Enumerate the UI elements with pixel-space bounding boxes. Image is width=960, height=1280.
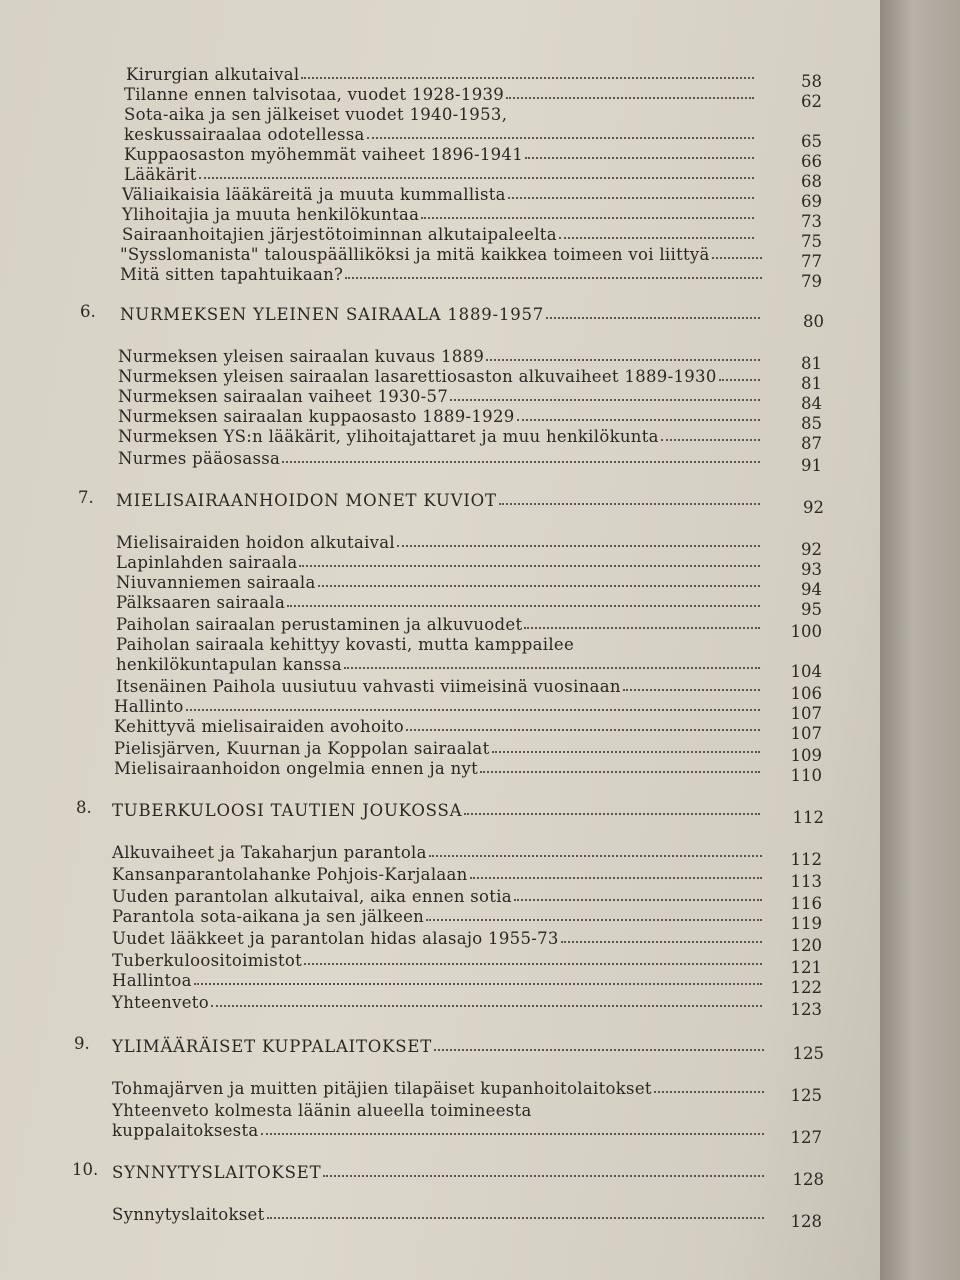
dot-leader xyxy=(561,941,762,943)
toc-entry xyxy=(112,1118,770,1140)
toc-entry xyxy=(118,424,766,446)
toc-entry xyxy=(116,530,766,552)
toc-entry xyxy=(120,262,768,284)
entry-title: Nurmeksen yleisen sairaalan kuvaus 1889 xyxy=(118,347,485,366)
entry-title: Nurmes pääosassa xyxy=(118,449,281,468)
toc-entry xyxy=(114,736,766,758)
toc-entry xyxy=(122,202,760,224)
chapter-number: 8. xyxy=(76,798,92,817)
page-number: 95 xyxy=(801,600,822,619)
entry-title: Tohmajärven ja muitten pitäjien tilapäiset kupanhoitolaitokset xyxy=(112,1079,652,1098)
dot-leader xyxy=(517,419,760,421)
dot-leader xyxy=(470,877,762,879)
page-number: 123 xyxy=(790,1000,822,1019)
page-number: 73 xyxy=(801,212,822,231)
chapter-title: SYNNYTYSLAITOKSET xyxy=(112,1163,322,1182)
dot-leader xyxy=(287,605,760,607)
entry-title: Nurmeksen sairaalan vaiheet 1930-57 xyxy=(118,387,449,406)
page-number: 58 xyxy=(801,72,822,91)
dot-leader xyxy=(186,709,760,711)
page-number: 94 xyxy=(801,580,822,599)
dot-leader xyxy=(211,1005,762,1007)
entry-title: Kirurgian alkutaival xyxy=(126,65,300,84)
page-number: 110 xyxy=(790,766,822,785)
entry-title: Väliaikaisia lääkäreitä ja muuta kummallista xyxy=(122,185,506,204)
entry-title: Pielisjärven, Kuurnan ja Koppolan sairaalat xyxy=(114,739,490,758)
page-number: 85 xyxy=(801,414,822,433)
entry-title: kuppalaitoksesta xyxy=(112,1121,259,1140)
page-number: 122 xyxy=(790,978,822,997)
dot-leader xyxy=(559,237,754,239)
entry-title: Ylihoitajia ja muuta henkilökuntaa xyxy=(122,205,420,224)
toc-entry xyxy=(124,102,764,124)
entry-title: Paiholan sairaala kehittyy kovasti, mutta kamppailee xyxy=(116,635,575,654)
toc-entry xyxy=(112,948,768,970)
entry-title: Yhteenveto kolmesta läänin alueella toimineesta xyxy=(112,1101,532,1120)
dot-leader xyxy=(301,77,754,79)
toc-entry xyxy=(112,968,768,990)
page-number: 77 xyxy=(801,252,822,271)
entry-title: Uuden parantolan alkutaival, aika ennen sotia xyxy=(112,887,512,906)
chapter-title: TUBERKULOOSI TAUTIEN JOUKOSSA xyxy=(112,801,463,820)
entry-title: Sairaanhoitajien järjestötoiminnan alkutaipaleelta xyxy=(122,225,557,244)
entry-title: Parantola sota-aikana ja sen jälkeen xyxy=(112,907,425,926)
entry-title: Itsenäinen Paihola uusiutuu vahvasti viimeisinä vuosinaan xyxy=(116,677,621,696)
entry-title: Pälksaaren sairaala xyxy=(116,593,286,612)
dot-leader xyxy=(480,771,760,773)
dot-leader xyxy=(367,137,754,139)
chapter-entry xyxy=(116,488,766,510)
entry-title: Nurmeksen YS:n lääkärit, ylihoitajattaret ja muu henkilökunta xyxy=(118,427,659,446)
toc-entry xyxy=(112,1202,770,1224)
page-number: 81 xyxy=(801,374,822,393)
page-number: 93 xyxy=(801,560,822,579)
toc-entry xyxy=(120,242,768,264)
page-number: 92 xyxy=(803,498,824,517)
toc-entry xyxy=(118,344,766,366)
toc-entry xyxy=(112,904,768,926)
entry-title: Tilanne ennen talvisotaa, vuodet 1928-1939 xyxy=(124,85,505,104)
entry-title: Mielisairaanhoidon ongelmia ennen ja nyt xyxy=(114,759,479,778)
chapter-number: 6. xyxy=(80,302,96,321)
toc-entry xyxy=(116,570,766,592)
toc-entry xyxy=(116,590,766,612)
page-number: 127 xyxy=(790,1128,822,1147)
toc-entry xyxy=(118,446,766,468)
toc-entry xyxy=(112,1076,770,1098)
dot-leader xyxy=(486,359,760,361)
entry-title: Hallintoa xyxy=(112,971,192,990)
page-number: 87 xyxy=(801,434,822,453)
chapter-title: MIELISAIRAANHOIDON MONET KUVIOT xyxy=(116,491,497,510)
dot-leader xyxy=(514,899,762,901)
dot-leader xyxy=(282,461,760,463)
entry-title: Kansanparantolahanke Pohjois-Karjalaan xyxy=(112,865,468,884)
page-number: 125 xyxy=(792,1044,824,1063)
toc-entry xyxy=(112,1098,764,1120)
dot-leader xyxy=(524,627,760,629)
page-number: 79 xyxy=(801,272,822,291)
page-number: 65 xyxy=(801,132,822,151)
dot-leader xyxy=(661,439,760,441)
page-number: 128 xyxy=(792,1170,824,1189)
entry-title: Paiholan sairaalan perustaminen ja alkuvuodet xyxy=(116,615,523,634)
page-number: 128 xyxy=(790,1212,822,1231)
toc-entry xyxy=(118,384,766,406)
entry-title: Sota-aika ja sen jälkeiset vuodet 1940-1953, xyxy=(124,105,508,124)
toc-entry xyxy=(124,82,760,104)
dot-leader xyxy=(397,545,760,547)
chapter-title: YLIMÄÄRÄISET KUPPALAITOKSET xyxy=(112,1037,433,1056)
toc-entry xyxy=(124,162,760,184)
dot-leader xyxy=(508,197,754,199)
toc-entry xyxy=(112,884,768,906)
entry-title: Kehittyvä mielisairaiden avohoito xyxy=(114,717,404,736)
dot-leader xyxy=(429,855,762,857)
dot-leader xyxy=(318,585,760,587)
entry-title: Mitä sitten tapahtuikaan? xyxy=(120,265,344,284)
toc-entry xyxy=(114,694,766,716)
dot-leader xyxy=(406,729,760,731)
dot-leader xyxy=(267,1217,764,1219)
toc-entry xyxy=(116,674,766,696)
dot-leader xyxy=(261,1133,764,1135)
chapter-entry xyxy=(120,302,766,324)
toc-entry xyxy=(114,756,766,778)
page-number: 81 xyxy=(801,354,822,373)
chapter-entry xyxy=(112,1034,770,1056)
page-number: 68 xyxy=(801,172,822,191)
page-number: 119 xyxy=(790,914,822,933)
toc-entry xyxy=(124,122,760,144)
entry-title: Nurmeksen yleisen sairaalan lasarettiosaston alkuvaiheet 1889-1930 xyxy=(118,367,717,386)
chapter-entry xyxy=(112,1160,770,1182)
toc-entry xyxy=(116,612,766,634)
toc-entry xyxy=(118,364,766,386)
dot-leader xyxy=(421,217,754,219)
dot-leader xyxy=(719,379,760,381)
page-number: 84 xyxy=(801,394,822,413)
entry-title: Niuvanniemen sairaala xyxy=(116,573,316,592)
toc-entry xyxy=(112,840,768,862)
page-number: 69 xyxy=(801,192,822,211)
page-number: 104 xyxy=(790,662,822,681)
dot-leader xyxy=(434,1049,764,1051)
entry-title: Alkuvaiheet ja Takaharjun parantola xyxy=(112,843,427,862)
chapter-number: 7. xyxy=(78,488,94,507)
page-number: 75 xyxy=(801,232,822,251)
toc-entry xyxy=(122,182,760,204)
page-number: 91 xyxy=(801,456,822,475)
dot-leader xyxy=(506,97,754,99)
page-number: 125 xyxy=(790,1086,822,1105)
toc-entry xyxy=(116,550,766,572)
dot-leader xyxy=(499,503,760,505)
page-number: 109 xyxy=(790,746,822,765)
entry-title: Uudet lääkkeet ja parantolan hidas alasajo 1955-73 xyxy=(112,929,559,948)
chapter-title: NURMEKSEN YLEINEN SAIRAALA 1889-1957 xyxy=(120,305,545,324)
page-number: 116 xyxy=(790,894,822,913)
dot-leader xyxy=(299,565,760,567)
page-number: 100 xyxy=(790,622,822,641)
chapter-number: 10. xyxy=(72,1160,99,1179)
dot-leader xyxy=(199,177,754,179)
dot-leader xyxy=(344,667,760,669)
entry-title: keskussairaalaa odotellessa xyxy=(124,125,365,144)
dot-leader xyxy=(654,1091,764,1093)
page-number: 66 xyxy=(801,152,822,171)
page-number: 107 xyxy=(790,704,822,723)
toc-entry xyxy=(126,62,760,84)
page-number: 92 xyxy=(801,540,822,559)
toc-entry xyxy=(112,862,768,884)
dot-leader xyxy=(464,813,760,815)
page-number: 62 xyxy=(801,92,822,111)
toc-entry xyxy=(116,652,766,674)
dot-leader xyxy=(194,983,762,985)
dot-leader xyxy=(426,919,762,921)
toc-entry xyxy=(114,714,766,736)
dot-leader xyxy=(525,157,754,159)
page-number: 80 xyxy=(803,312,824,331)
toc-entry xyxy=(118,404,766,426)
dot-leader xyxy=(492,751,761,753)
chapter-entry xyxy=(112,798,766,820)
toc-entry xyxy=(116,632,764,654)
page-number: 106 xyxy=(790,684,822,703)
entry-title: Kuppaosaston myöhemmät vaiheet 1896-1941 xyxy=(124,145,524,164)
page-number: 112 xyxy=(792,808,824,827)
entry-title: Mielisairaiden hoidon alkutaival xyxy=(116,533,395,552)
dot-leader xyxy=(304,963,762,965)
book-gutter xyxy=(880,0,960,1280)
dot-leader xyxy=(712,257,762,259)
page-number: 112 xyxy=(790,850,822,869)
toc-entry xyxy=(112,990,768,1012)
chapter-number: 9. xyxy=(74,1034,90,1053)
dot-leader xyxy=(323,1175,764,1177)
entry-title: Yhteenveto xyxy=(112,993,209,1012)
dot-leader xyxy=(623,689,760,691)
toc-entry xyxy=(112,926,768,948)
entry-title: Hallinto xyxy=(114,697,184,716)
dot-leader xyxy=(546,317,760,319)
page-number: 121 xyxy=(790,958,822,977)
entry-title: Tuberkuloositoimistot xyxy=(112,951,303,970)
entry-title: Nurmeksen sairaalan kuppaosasto 1889-1929 xyxy=(118,407,515,426)
toc-entry xyxy=(122,222,760,244)
page-number: 113 xyxy=(790,872,822,891)
entry-title: Synnytyslaitokset xyxy=(112,1205,265,1224)
entry-title: Lapinlahden sairaala xyxy=(116,553,298,572)
toc-entry xyxy=(124,142,760,164)
entry-title: henkilökuntapulan kanssa xyxy=(116,655,342,674)
entry-title: Lääkärit xyxy=(124,165,197,184)
page-number: 120 xyxy=(790,936,822,955)
page-number: 107 xyxy=(790,724,822,743)
dot-leader xyxy=(450,399,760,401)
dot-leader xyxy=(345,277,762,279)
entry-title: "Sysslomanista" talouspäälliköksi ja mitä kaikkea toimeen voi liittyä xyxy=(120,245,710,264)
